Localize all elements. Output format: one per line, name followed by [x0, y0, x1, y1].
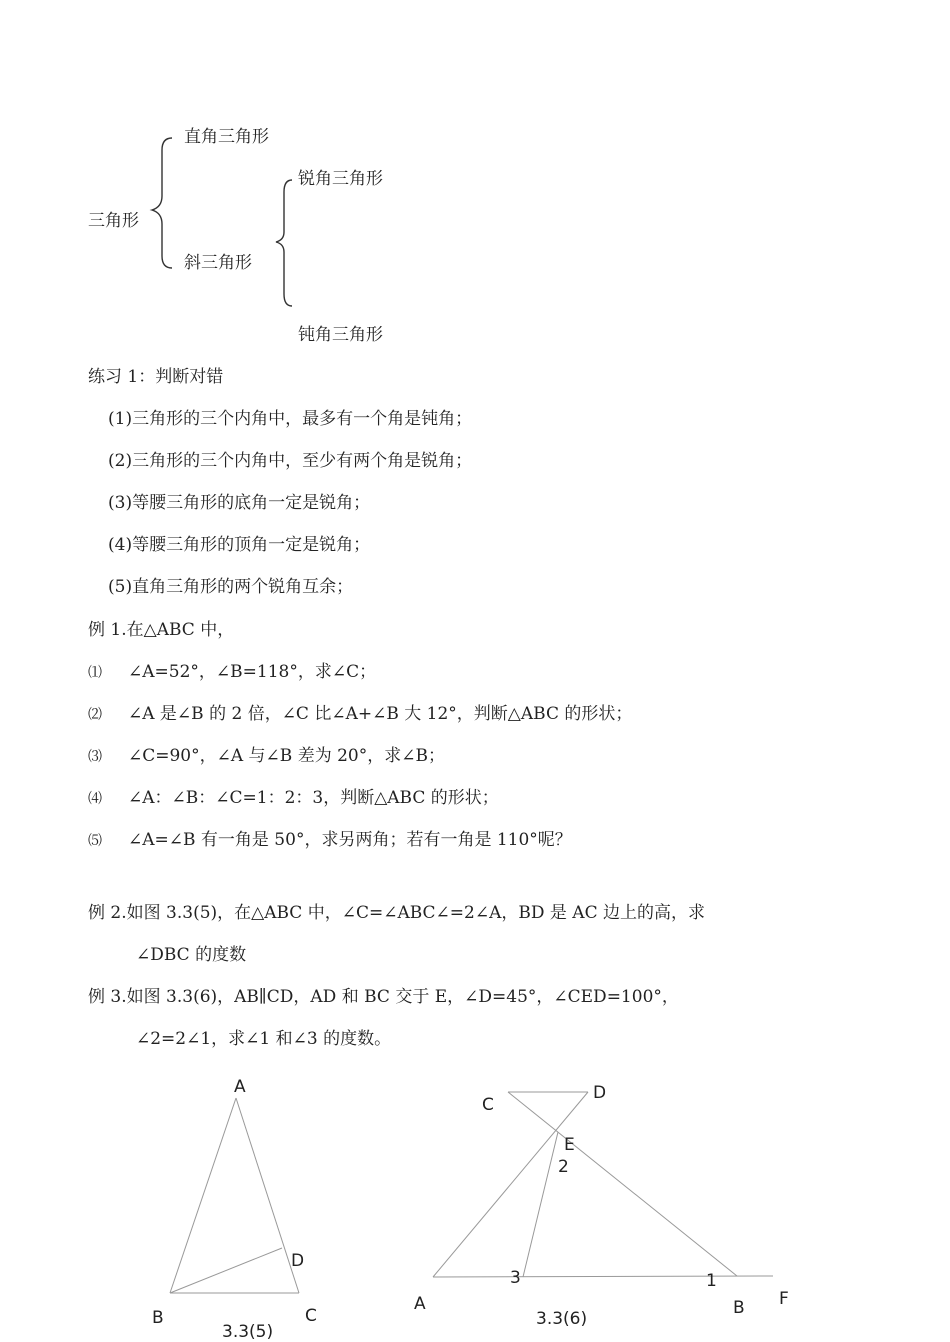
segment-cb: [508, 1092, 737, 1276]
example1-item-3: ∠C=90°，∠A 与∠B 差为 20°，求∠B；: [128, 746, 445, 766]
example2-line-2: ∠DBC 的度数: [136, 945, 247, 965]
example1-item-1: ∠A=52°，∠B=118°，求∠C；: [128, 662, 377, 682]
example1-item-5: ∠A=∠B 有一角是 50°，求另两角；若有一角是 110°呢？: [128, 830, 572, 850]
fig5-caption: 3.3(5): [222, 1322, 274, 1342]
fig6-label-c: C: [482, 1095, 494, 1115]
example1-num-3: ⑶: [88, 749, 102, 765]
example1-item-4: ∠A：∠B：∠C=1：2：3，判断△ABC 的形状；: [128, 788, 499, 808]
class-root: 三角形: [88, 211, 139, 231]
segment-ac: [236, 1098, 299, 1293]
segment-ad: [433, 1092, 588, 1277]
fig5-label-d: D: [291, 1251, 305, 1271]
fig6-label-1: 1: [706, 1271, 717, 1291]
segment-ab: [170, 1098, 236, 1293]
example1-num-2: ⑵: [88, 707, 102, 723]
example1-title: 例 1.在△ABC 中，: [88, 620, 235, 640]
fig6-label-a: A: [414, 1294, 426, 1314]
example1-num-4: ⑷: [88, 791, 102, 807]
exercise1-title: 练习 1：判断对错: [88, 367, 224, 387]
exercise1-item-5: (5)直角三角形的两个锐角互余；: [108, 577, 354, 597]
segment-bd: [170, 1248, 282, 1293]
class-acute: 锐角三角形: [298, 169, 383, 189]
example3-line-1: 例 3.如图 3.3(6)，AB∥CD，AD 和 BC 交于 E，∠D=45°，∠CED=100°，: [88, 987, 679, 1007]
example3-line-2: ∠2=2∠1，求∠1 和∠3 的度数。: [136, 1029, 392, 1049]
exercise1-item-3: (3)等腰三角形的底角一定是锐角；: [108, 493, 371, 513]
fig6-label-d: D: [593, 1083, 607, 1103]
class-right: 直角三角形: [184, 127, 269, 147]
fig6-label-e: E: [564, 1135, 575, 1155]
fig6-label-2: 2: [558, 1157, 569, 1177]
exercise1-item-1: (1)三角形的三个内角中，最多有一个角是钝角；: [108, 409, 473, 429]
fig6-label-3: 3: [510, 1268, 521, 1288]
segment-e-3: [523, 1132, 558, 1277]
class-obtuse: 钝角三角形: [298, 325, 383, 345]
figure-3-3-6: [433, 1092, 773, 1277]
class-oblique: 斜三角形: [184, 253, 252, 273]
fig6-label-b: B: [733, 1298, 745, 1318]
segment-af: [433, 1276, 773, 1277]
fig5-label-a: A: [234, 1077, 246, 1097]
fig6-caption: 3.3(6): [536, 1309, 588, 1329]
exercise1-item-4: (4)等腰三角形的顶角一定是锐角；: [108, 535, 371, 555]
fig5-label-c: C: [305, 1306, 317, 1326]
fig6-label-f: F: [779, 1289, 789, 1309]
exercise1-item-2: (2)三角形的三个内角中，至少有两个角是锐角；: [108, 451, 473, 471]
figure-3-3-5: [170, 1098, 299, 1293]
example1-num-1: ⑴: [88, 665, 102, 681]
example2-line-1: 例 2.如图 3.3(5)，在△ABC 中，∠C=∠ABC∠=2∠A，BD 是 AC 边上的高，求: [88, 903, 705, 923]
fig5-label-b: B: [152, 1308, 164, 1328]
example1-num-5: ⑸: [88, 833, 102, 849]
example1-item-2: ∠A 是∠B 的 2 倍，∠C 比∠A+∠B 大 12°，判断△ABC 的形状；: [128, 704, 633, 724]
